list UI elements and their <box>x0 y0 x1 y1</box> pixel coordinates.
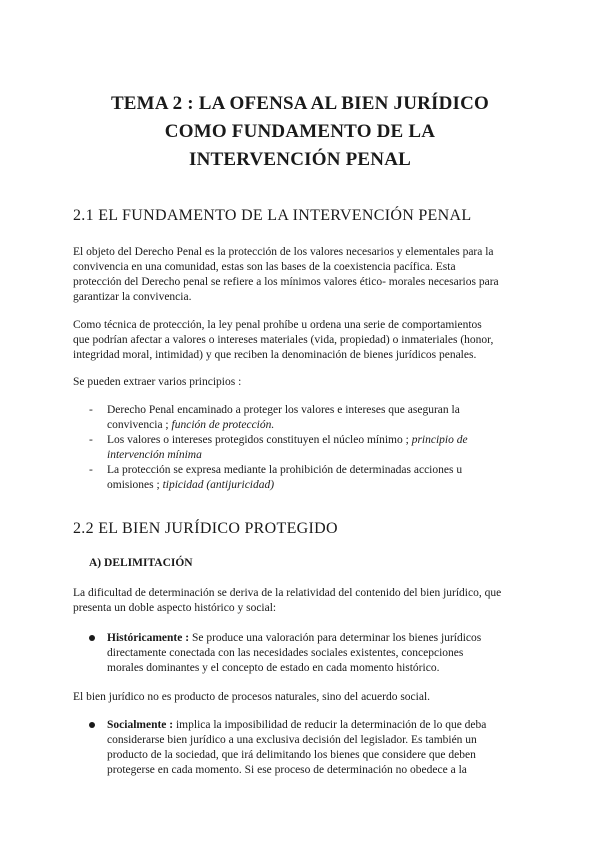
principle-italic: función de protección. <box>171 419 275 431</box>
principle-text: convivencia ; <box>107 419 172 431</box>
paragraph-line: Como técnica de protección, la ley penal prohíbe u ordena una serie de comportamientos <box>73 319 482 331</box>
principle-text: Los valores o intereses protegidos constituyen el núcleo mínimo ; <box>107 434 412 446</box>
section-1-heading: 2.1 EL FUNDAMENTO DE LA INTERVENCIÓN PENAL <box>73 207 472 224</box>
dash-marker: - <box>89 464 93 476</box>
title-line-3: INTERVENCIÓN PENAL <box>189 149 411 170</box>
bullet-line <box>107 718 537 733</box>
paragraph-line: que podrían afectar a valores o intereses materiales (vida, propiedad) o inmateriales (honor, <box>73 334 494 346</box>
bullet-line: protegerse en cada momento. Si ese proceso de determinación no obedece a la <box>107 764 467 776</box>
section-1-paragraph-3 <box>73 375 533 390</box>
bullet-line: producto de la sociedad, que irá delimitando los bienes que considere que deben <box>107 749 476 761</box>
paragraph-line: La dificultad de determinación se deriva de la relatividad del contenido del bien jurídico, que <box>73 587 502 599</box>
bullet-text: Se produce una valoración para determinar los bienes jurídicos <box>189 632 482 644</box>
bullet-dot-icon <box>89 722 95 728</box>
bullet-line: considerarse bien jurídico a una exclusiva decisión del legislador. Es también un <box>107 734 477 746</box>
page-title <box>60 90 540 174</box>
principle-line <box>107 478 537 493</box>
bullet-dot-icon <box>89 635 95 641</box>
section-2-heading: 2.2 EL BIEN JURÍDICO PROTEGIDO <box>73 520 338 537</box>
principle-line: La protección se expresa mediante la prohibición de determinadas acciones u <box>107 464 463 476</box>
bullet-line <box>107 631 537 646</box>
section-2-paragraph-2 <box>73 690 533 705</box>
bullet-term: Socialmente : <box>107 719 174 731</box>
principle-italic: principio de <box>411 434 468 446</box>
dash-marker: - <box>89 404 93 416</box>
title-line-1: TEMA 2 : LA OFENSA AL BIEN JURÍDICO <box>110 93 490 114</box>
principle-text: omisiones ; <box>107 479 163 491</box>
paragraph-line: garantizar la convivencia. <box>73 291 192 303</box>
section-1-paragraph-1 <box>73 245 533 305</box>
bullet-line: directamente conectada con las necesidades sociales existentes, concepciones <box>107 647 464 659</box>
paragraph-line: convivencia en una comunidad, estas son las bases de la coexistencia pacífica. Esta <box>73 261 456 273</box>
paragraph-line: presenta un doble aspecto histórico y social: <box>73 602 277 614</box>
title-line-2: COMO FUNDAMENTO DE LA <box>164 121 436 142</box>
principle-line <box>107 448 537 463</box>
subsection-heading: A) DELIMITACIÓN <box>89 557 193 569</box>
dash-marker: - <box>89 434 93 446</box>
bullet-line: morales dominantes y el concepto de estado en cada momento histórico. <box>107 662 440 674</box>
paragraph-line: protección del Derecho penal se refiere a los mínimos valores ético- morales necesarios para <box>73 276 499 288</box>
paragraph-line: El objeto del Derecho Penal es la protección de los valores necesarios y elementales para la <box>73 246 494 258</box>
principle-italic: intervención mínima <box>107 449 202 461</box>
bullet-text: implica la imposibilidad de reducir la determinación de lo que deba <box>173 719 487 731</box>
section-2-paragraph-1 <box>73 586 533 616</box>
paragraph-line: integridad moral, intimidad) y que reciben la denominación de bienes jurídicos penales. <box>73 349 477 361</box>
paragraph-line: Se pueden extraer varios principios : <box>73 376 242 388</box>
principle-line: Derecho Penal encaminado a proteger los valores e intereses que aseguran la <box>107 404 460 416</box>
principle-line <box>107 433 537 448</box>
paragraph-line: El bien jurídico no es producto de procesos naturales, sino del acuerdo social. <box>73 691 431 703</box>
principle-line <box>107 418 537 433</box>
section-1-paragraph-2 <box>73 318 533 363</box>
principle-italic: tipicidad (antijuricidad) <box>162 479 275 491</box>
bullet-term: Históricamente : <box>107 632 190 644</box>
